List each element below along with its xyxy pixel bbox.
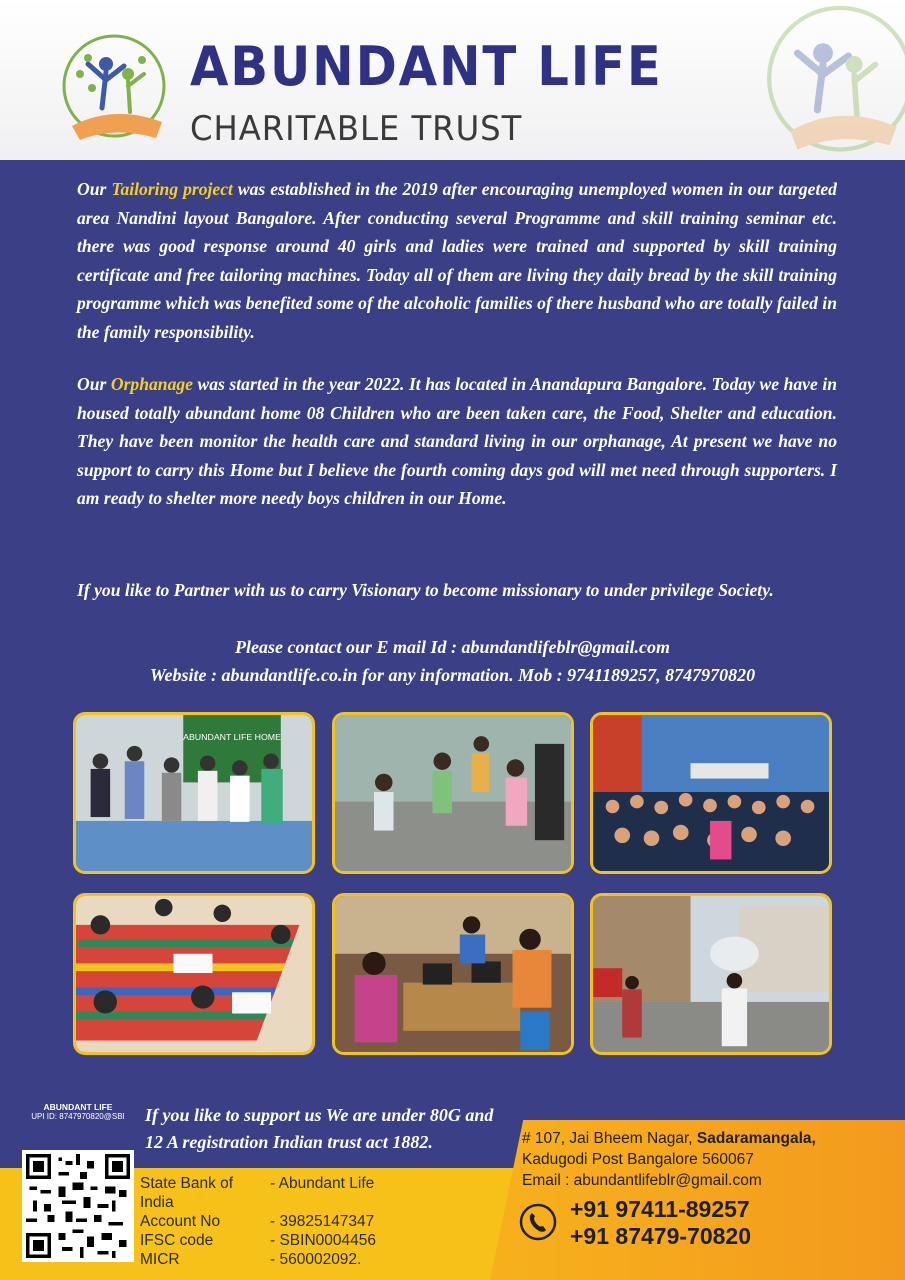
qr-label	[22, 1102, 134, 1122]
photo-children-playing	[332, 712, 574, 874]
bank-details	[140, 1174, 376, 1269]
address-street: # 107, Jai Bheem Nagar,	[522, 1130, 697, 1147]
partner-paragraph: If you like to Partner with us to carry Visionary to become missionary to under privilege Society.	[77, 580, 774, 600]
photo-classroom-kids	[590, 712, 832, 874]
phone-1[interactable]: +91 97411-89257	[570, 1196, 750, 1222]
account-no-value: - 39825147347	[270, 1213, 375, 1230]
p2-prefix: Our	[77, 374, 111, 394]
address-block	[522, 1128, 816, 1191]
address-area: Sadaramangala,	[696, 1130, 816, 1147]
micr-key: MICR	[140, 1251, 180, 1268]
micr-value: - 560002092.	[270, 1251, 362, 1268]
ifsc-key: IFSC code	[140, 1232, 214, 1249]
photo-kids-studying	[73, 893, 315, 1055]
orphanage-paragraph	[77, 370, 837, 513]
qr-name: ABUNDANT LIFE	[43, 1102, 113, 1112]
bank-name-value: - Abundant Life	[270, 1175, 375, 1192]
banner-text: ABUNDANT LIFE HOME	[183, 732, 281, 743]
address-email[interactable]: Email : abundantlifeblr@gmail.com	[522, 1172, 762, 1189]
bank-name-key: State Bank of India	[140, 1175, 234, 1211]
tax-exemption-note: If you like to support us We are under 80G and 12 A registration Indian trust act 1882.	[145, 1105, 494, 1152]
contact-email-line: Please contact our E mail Id : abundantlifeblr@gmail.com	[235, 637, 670, 657]
tailoring-paragraph	[77, 175, 837, 347]
contact-website-line: Website : abundantlife.co.in for any information. Mob : 9741189257, 8747970820	[149, 665, 756, 685]
logo-watermark-icon	[755, 0, 905, 160]
header	[0, 0, 905, 160]
org-subtitle: CHARITABLE TRUST	[190, 109, 523, 149]
ifsc-value: - SBIN0004456	[270, 1232, 376, 1249]
photo-children-group	[73, 712, 315, 874]
photo-tailoring-class	[332, 893, 574, 1055]
phone-icon	[518, 1202, 558, 1242]
phone-2[interactable]: +91 87479-70820	[570, 1223, 751, 1249]
footer	[0, 1090, 905, 1280]
account-no-key: Account No	[140, 1213, 221, 1230]
address-line-2: Kadugodi Post Bangalore 560067	[522, 1151, 754, 1168]
upi-qr-code[interactable]	[22, 1150, 134, 1262]
address-line-1	[522, 1128, 816, 1149]
p1-prefix: Our	[77, 179, 112, 199]
photo-street-scene	[590, 893, 832, 1055]
tailoring-highlight: Tailoring project	[111, 179, 233, 199]
p2-text: was started in the year 2022. It has located in Anandapura Bangalore. Today we have in housed totally abundant home 08 Children who are been taken care, the Food, Shelter and education. They have been monitor the health care and standard living in our orphanage, At present we have no support to carry this Home but I believe the fourth coming days god will met need through supporters. I am ready to shelter more needy boys children in our Home.	[77, 374, 837, 509]
p1-text: was established in the 2019 after encouraging unemployed women in our targeted area Nandini layout Bangalore. After conducting several Programme and skill training seminar etc. there was good response around 40 girls and ladies were trained and supported by skill training certificate and free tailoring machines. Today all of them are living they daily bread by the skill training programme which was benefited some of the alcoholic families of there husband who are totally failed in the family responsibility.	[77, 179, 837, 342]
logo-icon	[58, 30, 170, 150]
phone-numbers	[570, 1196, 751, 1250]
orphanage-highlight: Orphanage	[110, 374, 193, 394]
org-title: ABUNDANT LIFE	[190, 35, 663, 98]
qr-upi: UPI ID: 8747970820@SBI	[31, 1112, 125, 1121]
